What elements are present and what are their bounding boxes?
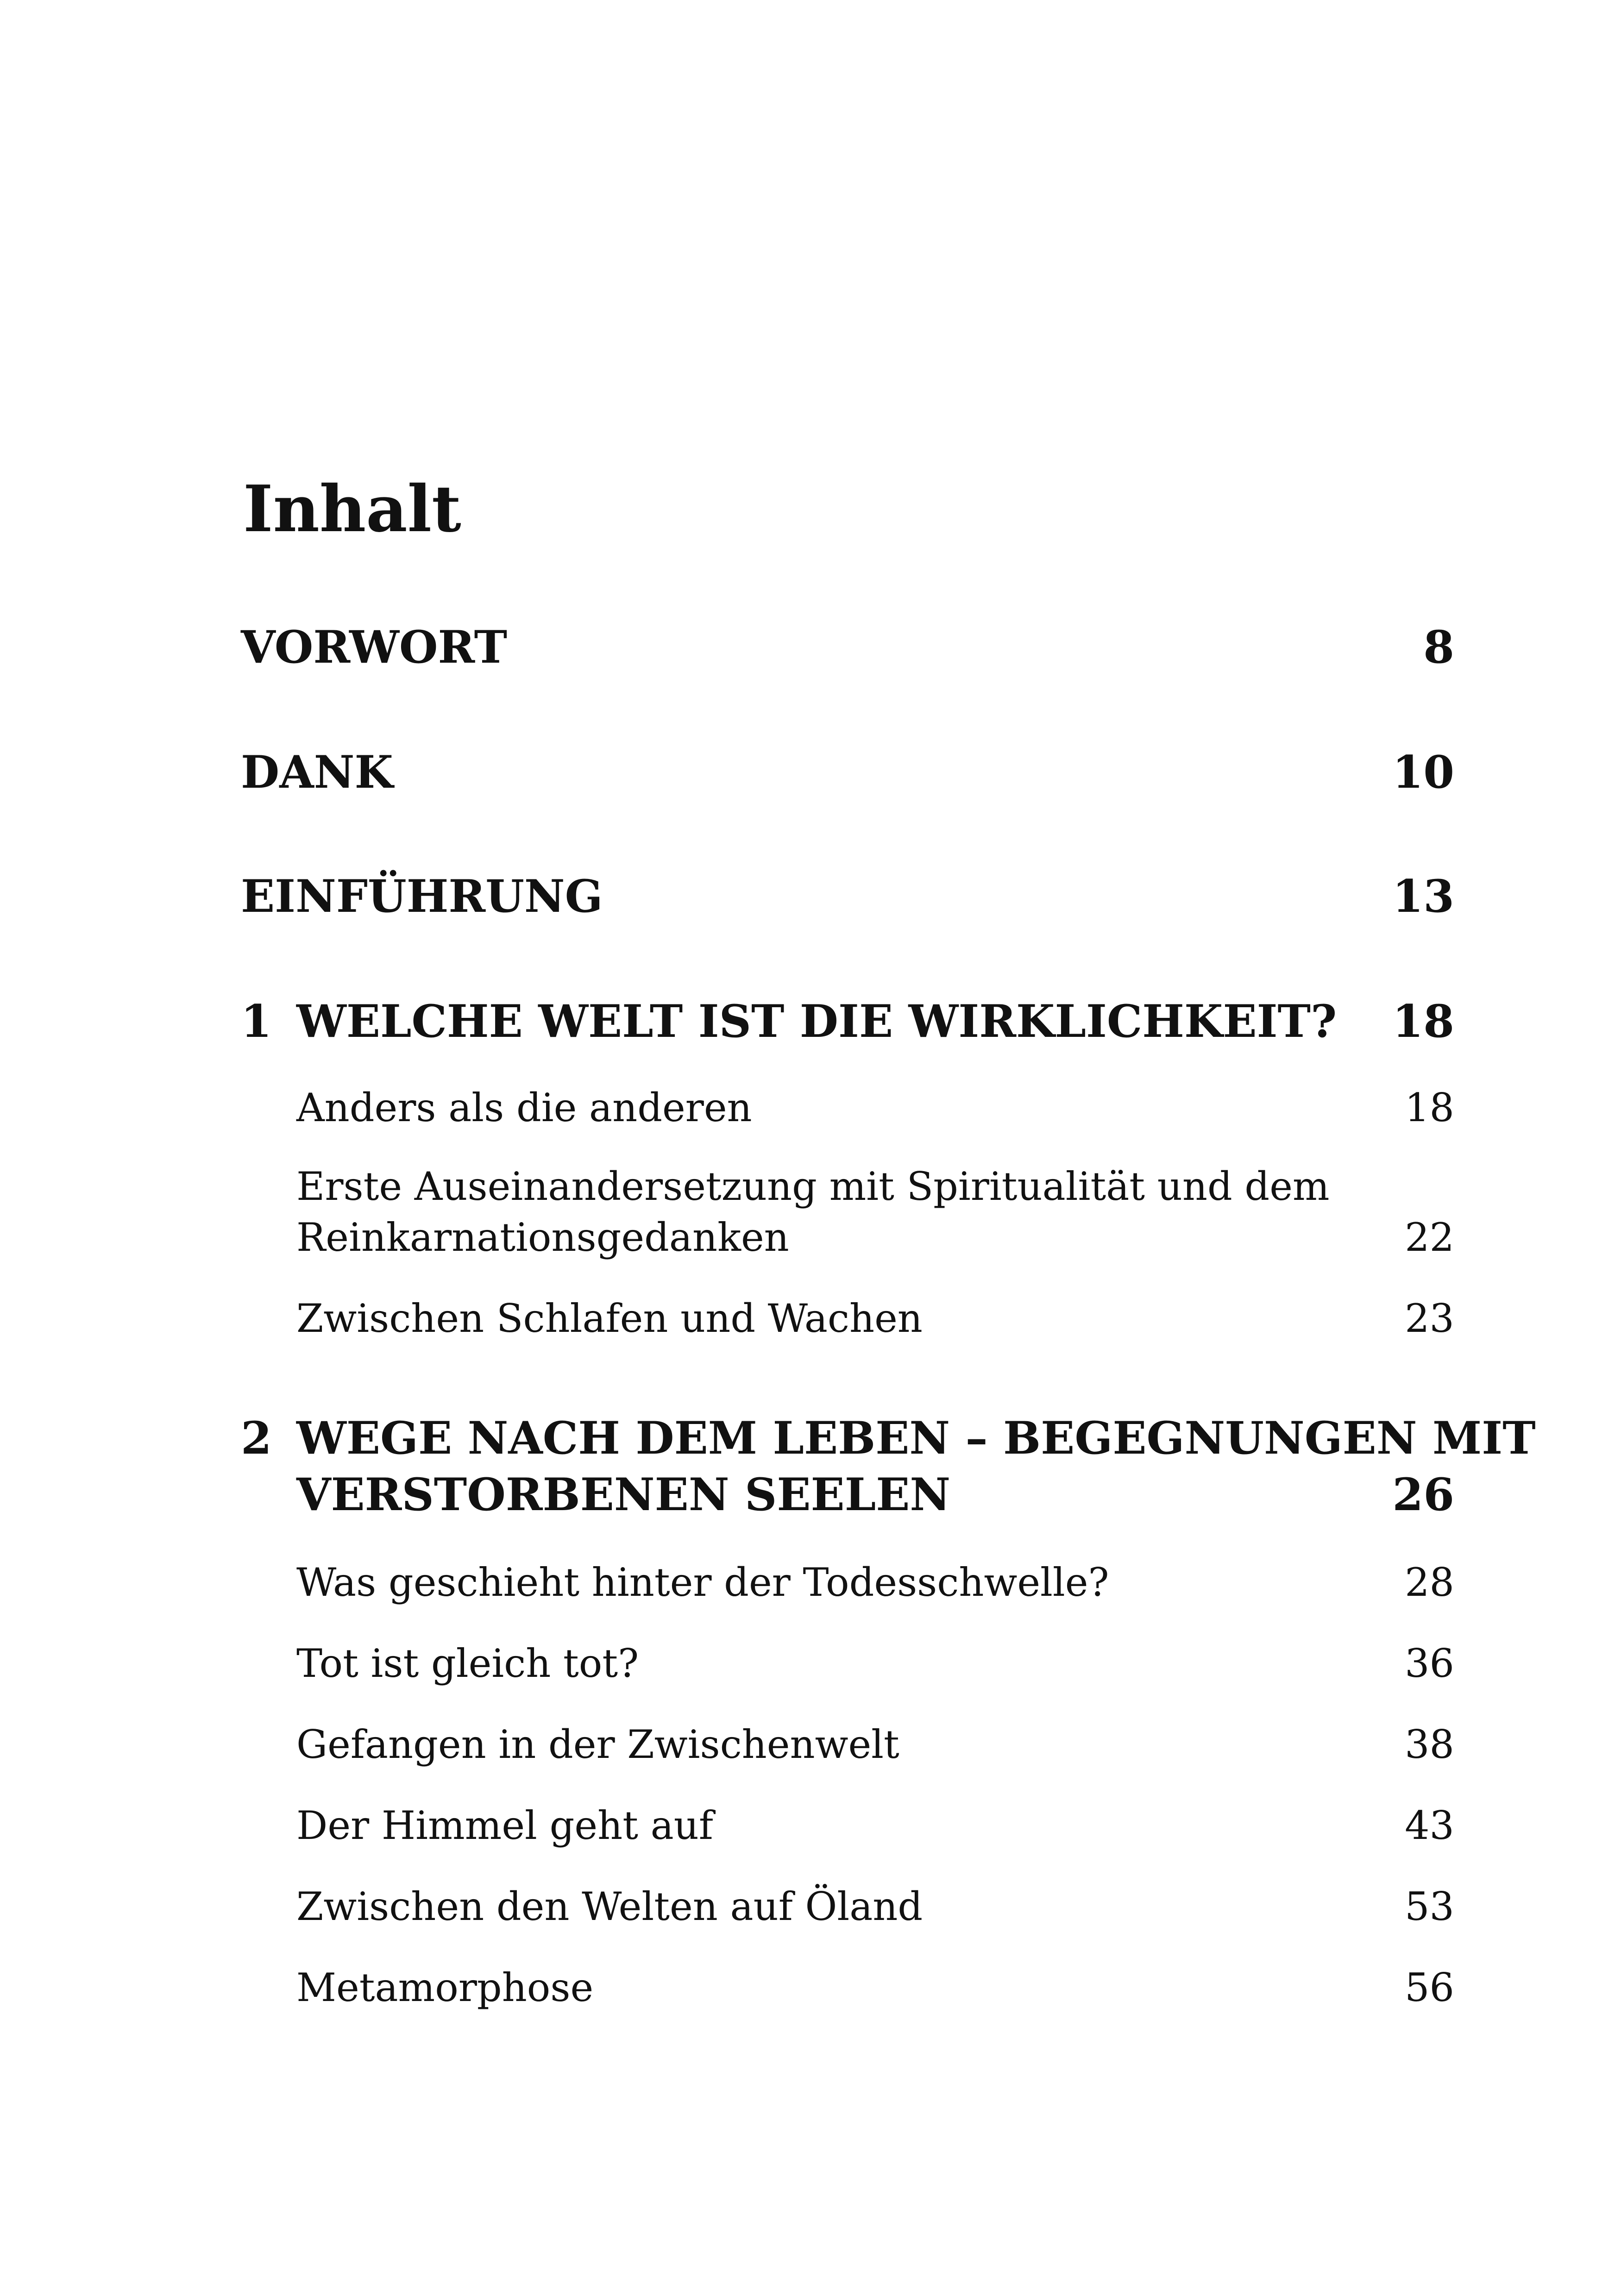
toc-entry-label: VORWORT — [241, 621, 508, 673]
toc-subentry-label: Der Himmel geht auf — [296, 1803, 713, 1848]
toc-subentry-page: 18 — [1405, 1085, 1454, 1130]
toc-entry-label: WELCHE WELT IST DIE WIRKLICHKEIT? — [296, 995, 1337, 1048]
toc-subentry-page: 56 — [1405, 1965, 1454, 2010]
toc-entry-page: 8 — [1423, 621, 1454, 673]
toc-entry-label-line2: VERSTORBENEN SEELEN — [296, 1468, 951, 1521]
toc-subentry-page: 28 — [1405, 1560, 1454, 1605]
chapter-number: 2 — [241, 1412, 272, 1464]
toc-subentry-page: 38 — [1405, 1722, 1454, 1767]
toc-subentry-label-line1: Erste Auseinandersetzung mit Spiritualität und dem — [296, 1164, 1330, 1209]
toc-subentry-label: Zwischen Schlafen und Wachen — [296, 1296, 923, 1341]
toc-subentry-label: Metamorphose — [296, 1965, 594, 2010]
toc-subentry-label: Tot ist gleich tot? — [296, 1641, 639, 1686]
toc-subentry-page: 36 — [1405, 1641, 1454, 1686]
toc-subentry-page: 22 — [1405, 1215, 1454, 1260]
toc-subentry-label: Zwischen den Welten auf Öland — [296, 1884, 923, 1929]
toc-subentry-label: Anders als die anderen — [296, 1085, 752, 1130]
toc-entry-page: 26 — [1392, 1468, 1454, 1521]
toc-subentry-page: 53 — [1405, 1884, 1454, 1929]
toc-entry-page: 13 — [1392, 870, 1454, 922]
toc-subentry-page: 43 — [1405, 1803, 1454, 1848]
toc-entry-label: DANK — [241, 746, 393, 798]
toc-entry-label-line1: WEGE NACH DEM LEBEN – BEGEGNUNGEN MIT — [296, 1412, 1536, 1464]
toc-subentry-page: 23 — [1405, 1296, 1454, 1341]
toc-entry-page: 10 — [1392, 746, 1454, 798]
toc-subentry-label-line2: Reinkarnationsgedanken — [296, 1215, 789, 1260]
page-title: Inhalt — [243, 471, 461, 546]
toc-entry-page: 18 — [1392, 995, 1454, 1048]
toc-subentry-label: Was geschieht hinter der Todesschwelle? — [296, 1560, 1109, 1605]
toc-entry-label: EINFÜHRUNG — [241, 870, 603, 922]
chapter-number: 1 — [241, 995, 272, 1048]
toc-subentry-label: Gefangen in der Zwischenwelt — [296, 1722, 899, 1767]
